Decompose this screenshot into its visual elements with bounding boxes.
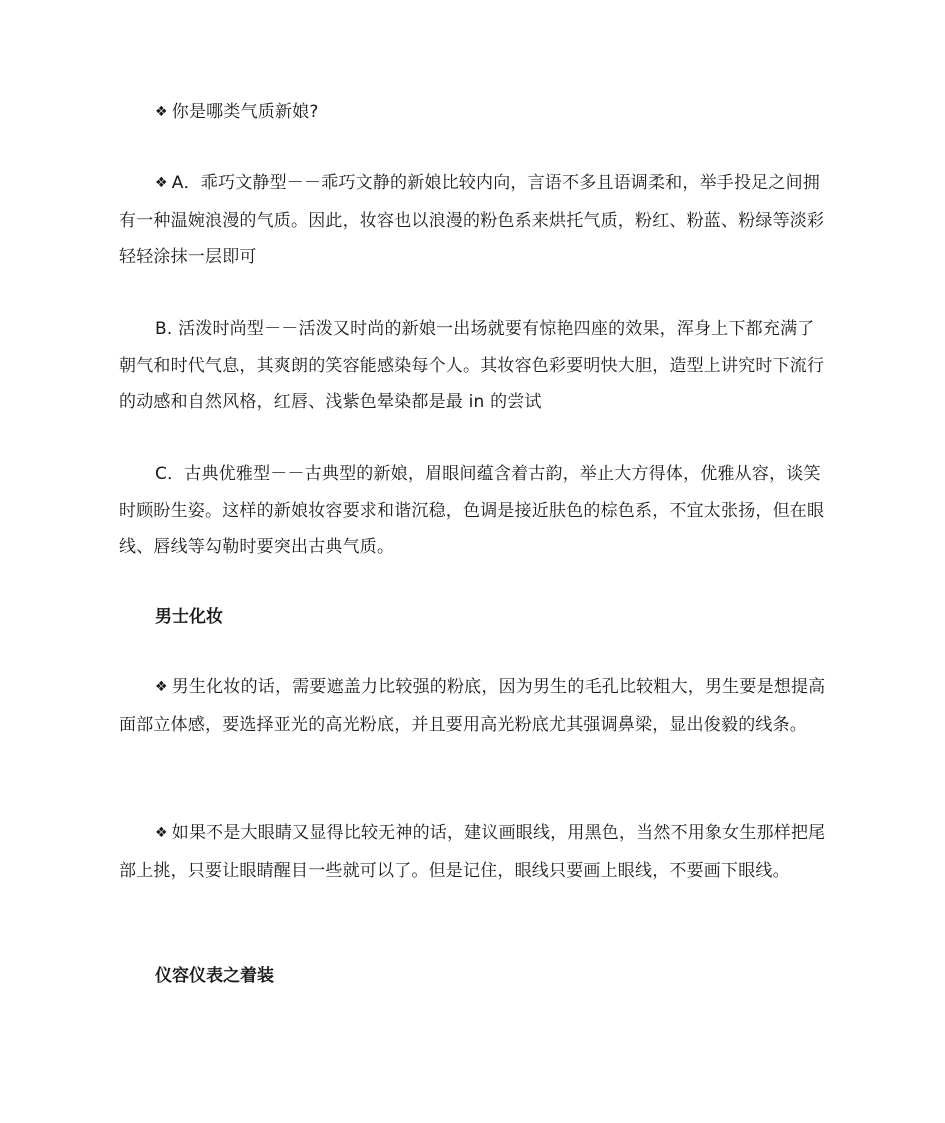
type-a-paragraph [119,165,829,276]
mens-tip-1-text: 男生化妆的话，需要遮盖力比较强的粉底，因为男生的毛孔比较粗大，男生要是想提高面部立体感，要选择亚光的高光粉底，并且要用高光粉底尤其强调鼻梁，显出俊毅的线条。 [119,677,826,735]
mens-tip-2-text: 如果不是大眼睛又显得比较无神的话，建议画眼线，用黑色，当然不用象女生那样把尾部上挑，只要让眼睛醒目一些就可以了。但是记住，眼线只要画上眼线，不要画下眼线。 [119,823,826,881]
type-c-text: C．古典优雅型－－古典型的新娘，眉眼间蕴含着古韵，举止大方得体，优雅从容，谈笑时顾盼生姿。这样的新娘妆容要求和谐沉稳，色调是接近肤色的棕色系，不宜太张扬，但在眼线、唇线等勾勒时要突出古典气质。 [119,464,825,557]
type-c-paragraph [119,456,829,566]
diamond-bullet-icon: ❖ [155,175,168,191]
diamond-bullet-icon: ❖ [155,679,168,695]
diamond-bullet-icon: ❖ [155,825,168,841]
mens-tip-2-paragraph [119,815,829,889]
diamond-bullet-icon: ❖ [155,104,168,120]
type-b-text: B. 活泼时尚型－－活泼又时尚的新娘一出场就要有惊艳四座的效果，浑身上下都充满了朝气和时代气息，其爽朗的笑容能感染每个人。其妆容色彩要明快大胆，造型上讲究时下流行的动感和自然风格，红唇、浅紫色晕染都是最 in 的尝试 [119,319,825,412]
type-a-text: A．乖巧文静型－－乖巧文静的新娘比较内向，言语不多且语调柔和，举手投足之间拥有一种温婉浪漫的气质。因此，妆容也以浪漫的粉色系来烘托气质，粉红、粉蓝、粉绿等淡彩轻轻涂抹一层即可 [119,173,825,267]
attire-heading: 仪容仪表之着装 [155,966,274,986]
mens-makeup-heading: 男士化妆 [155,607,223,627]
intro-question-paragraph [119,94,829,132]
mens-tip-1-paragraph [119,669,829,743]
intro-question-text: 你是哪类气质新娘? [171,102,319,122]
type-b-paragraph [119,311,829,421]
